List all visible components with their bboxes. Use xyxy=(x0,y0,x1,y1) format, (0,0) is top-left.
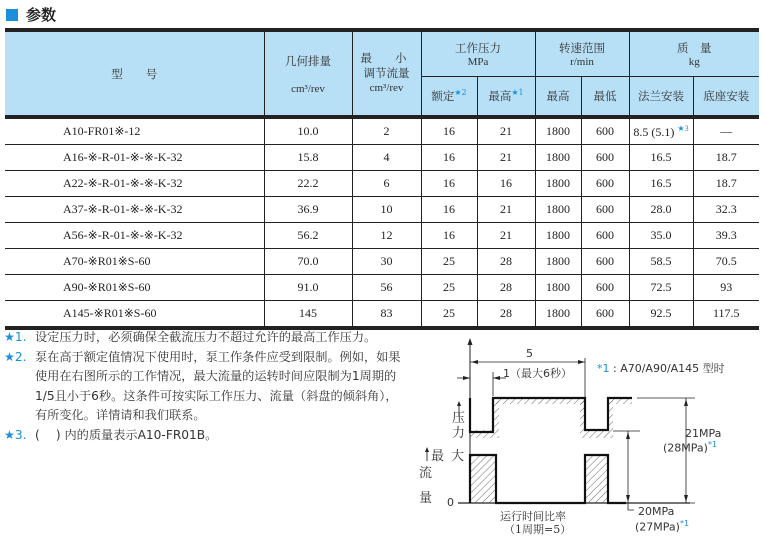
x-label-1: 运行时间比率 xyxy=(500,510,566,523)
mass-flange-cell: 35.0 xyxy=(629,223,693,249)
displacement-cell: 15.8 xyxy=(264,145,352,171)
speed-max-cell: 1800 xyxy=(535,275,581,301)
table-row xyxy=(5,145,759,171)
speed-max-cell: 1800 xyxy=(535,249,581,275)
header-displacement: 几何排量 cm³/rev xyxy=(264,30,352,117)
speed-min-cell: 600 xyxy=(581,197,629,223)
table-row xyxy=(5,249,759,275)
footnote-item xyxy=(4,328,409,348)
footnote-marker: ★3. xyxy=(4,427,27,442)
mass-flange-cell: 72.5 xyxy=(629,275,693,301)
model-cell: A90-※R01※S-60 xyxy=(5,275,264,301)
section-marker-icon xyxy=(6,9,18,21)
mass-flange-cell: 28.0 xyxy=(629,197,693,223)
table-row xyxy=(5,223,759,249)
mass-base-cell: 32.3 xyxy=(693,197,759,223)
header-speed: 转速范围 r/min xyxy=(535,30,629,77)
mass-flange-cell: 8.5 (5.1) $^{★3}$ xyxy=(629,117,693,145)
p-low-alt-label: $(27MPa)^{*1}$ xyxy=(635,519,690,534)
mass-flange-cell: 16.5 xyxy=(629,145,693,171)
mass-base-cell: 39.3 xyxy=(693,223,759,249)
max-pressure-cell: 28 xyxy=(477,249,535,275)
y-label-flow-2: 流 xyxy=(419,466,433,481)
header-model: 型 号 xyxy=(5,30,264,117)
model-cell: A37-※-R-01-※-※-K-32 xyxy=(5,197,264,223)
speed-min-cell: 600 xyxy=(581,171,629,197)
rated-pressure-cell: 16 xyxy=(421,223,477,249)
dim-period-label: 5 xyxy=(526,347,533,360)
min-flow-cell: 56 xyxy=(352,275,421,301)
rated-pressure-cell: 25 xyxy=(421,275,477,301)
y-label-flow-3: 量 xyxy=(419,491,433,506)
y-label-flow-1: 最 xyxy=(431,449,445,464)
rated-pressure-cell: 16 xyxy=(421,145,477,171)
header-min-flow: 最 小 调节流量 cm³/rev xyxy=(352,30,421,117)
section-title xyxy=(6,4,56,25)
mass-base-cell: 93 xyxy=(693,275,759,301)
displacement-cell: 70.0 xyxy=(264,249,352,275)
model-cell: A22-※-R-01-※-※-K-32 xyxy=(5,171,264,197)
table-row xyxy=(5,171,759,197)
min-flow-cell: 10 xyxy=(352,197,421,223)
speed-min-cell: 600 xyxy=(581,145,629,171)
header-pressure: 工作压力 MPa xyxy=(421,30,535,77)
max-pressure-cell: 28 xyxy=(477,301,535,329)
note-marker: ★3 xyxy=(677,123,689,133)
footnote-text: ( ) 内的质量表示A10-FR01B。 xyxy=(35,427,218,442)
footnote-text: 泵在高于额定值情况下使用时，泵工作条件应受到限制。例如，如果使用在右图所示的工作情况，最大流量的运转时间应限制为1周期的1/5且小于6秒。这条件可按实际工作压力、流量（斜盘的倾斜角），有所变化。详情请和我们联系。 xyxy=(35,349,401,422)
footnote-item xyxy=(4,426,409,446)
mass-base-cell: — xyxy=(693,117,759,145)
footnote-item xyxy=(4,348,409,426)
max-pressure-cell: 21 xyxy=(477,145,535,171)
displacement-cell: 56.2 xyxy=(264,223,352,249)
max-pressure-cell: 28 xyxy=(477,275,535,301)
zero-label: 0 xyxy=(447,496,454,509)
table-row xyxy=(5,117,759,145)
mass-base-cell: 70.5 xyxy=(693,249,759,275)
speed-max-cell: 1800 xyxy=(535,301,581,329)
table-row xyxy=(5,301,759,329)
speed-min-cell: 600 xyxy=(581,117,629,145)
mass-base-cell: 117.5 xyxy=(693,301,759,329)
model-cell: A16-※-R-01-※-※-K-32 xyxy=(5,145,264,171)
duty-cycle-diagram xyxy=(400,330,765,536)
displacement-cell: 91.0 xyxy=(264,275,352,301)
y-label-max: 大 xyxy=(451,449,465,464)
model-cell: A145-※R01※S-60 xyxy=(5,301,264,329)
header-speed-max: 最高 xyxy=(535,77,581,118)
displacement-cell: 10.0 xyxy=(264,117,352,145)
p-high-label: 21MPa xyxy=(685,427,722,440)
min-flow-cell: 2 xyxy=(352,117,421,145)
footnotes xyxy=(4,328,409,445)
rated-pressure-cell: 16 xyxy=(421,171,477,197)
model-cell: A70-※R01※S-60 xyxy=(5,249,264,275)
header-pressure-rated: 额定$^{★2}$ xyxy=(421,77,477,118)
mass-flange-cell: 92.5 xyxy=(629,301,693,329)
header-mass-base: 底座安装 xyxy=(693,77,759,118)
table-row xyxy=(5,275,759,301)
model-cell: A10-FR01※-12 xyxy=(5,117,264,145)
rated-pressure-cell: 16 xyxy=(421,197,477,223)
rated-pressure-cell: 16 xyxy=(421,117,477,145)
footnote-marker: ★1. xyxy=(4,330,27,344)
max-pressure-cell: 21 xyxy=(477,117,535,145)
mass-flange-cell: 16.5 xyxy=(629,171,693,197)
displacement-cell: 145 xyxy=(264,301,352,329)
speed-min-cell: 600 xyxy=(581,301,629,329)
min-flow-cell: 6 xyxy=(352,171,421,197)
speed-max-cell: 1800 xyxy=(535,117,581,145)
p-low-label: 20MPa xyxy=(638,505,675,518)
rated-pressure-cell: 25 xyxy=(421,301,477,329)
min-flow-cell: 4 xyxy=(352,145,421,171)
mass-base-cell: 18.7 xyxy=(693,171,759,197)
header-mass-flange: 法兰安装 xyxy=(629,77,693,118)
model-cell: A56-※-R-01-※-※-K-32 xyxy=(5,223,264,249)
displacement-cell: 22.2 xyxy=(264,171,352,197)
header-speed-min: 最低 xyxy=(581,77,629,118)
table-row xyxy=(5,197,759,223)
header-mass: 质 量 kg xyxy=(629,30,759,77)
speed-max-cell: 1800 xyxy=(535,145,581,171)
y-label-pressure-1: 压 xyxy=(452,411,466,426)
y-label-pressure-2: 力 xyxy=(452,426,466,441)
min-flow-cell: 12 xyxy=(352,223,421,249)
diagram-footnote: *1 : A70/A90/A145 型时 xyxy=(597,362,725,375)
mass-base-cell: 18.7 xyxy=(693,145,759,171)
section-title-text: 参数 xyxy=(26,6,57,24)
speed-min-cell: 600 xyxy=(581,223,629,249)
x-label-2: （1周期=5） xyxy=(504,523,572,536)
rated-pressure-cell: 25 xyxy=(421,249,477,275)
footnote-marker: ★2. xyxy=(4,349,27,364)
mass-flange-cell: 58.5 xyxy=(629,249,693,275)
dim-pulse-label: 1（最大6秒） xyxy=(503,367,572,380)
max-pressure-cell: 21 xyxy=(477,223,535,249)
speed-min-cell: 600 xyxy=(581,275,629,301)
speed-max-cell: 1800 xyxy=(535,197,581,223)
max-pressure-cell: 21 xyxy=(477,197,535,223)
speed-max-cell: 1800 xyxy=(535,171,581,197)
speed-min-cell: 600 xyxy=(581,249,629,275)
speed-max-cell: 1800 xyxy=(535,223,581,249)
max-pressure-cell: 16 xyxy=(477,171,535,197)
header-pressure-max: 最高$^{★1}$ xyxy=(477,77,535,118)
min-flow-cell: 83 xyxy=(352,301,421,329)
min-flow-cell: 30 xyxy=(352,249,421,275)
footnote-text: 设定压力时，必须确保全截流压力不超过允许的最高工作压力。 xyxy=(35,330,377,344)
displacement-cell: 36.9 xyxy=(264,197,352,223)
p-high-alt-label: $(28MPa)^{*1}$ xyxy=(663,440,718,455)
spec-table xyxy=(5,28,759,330)
